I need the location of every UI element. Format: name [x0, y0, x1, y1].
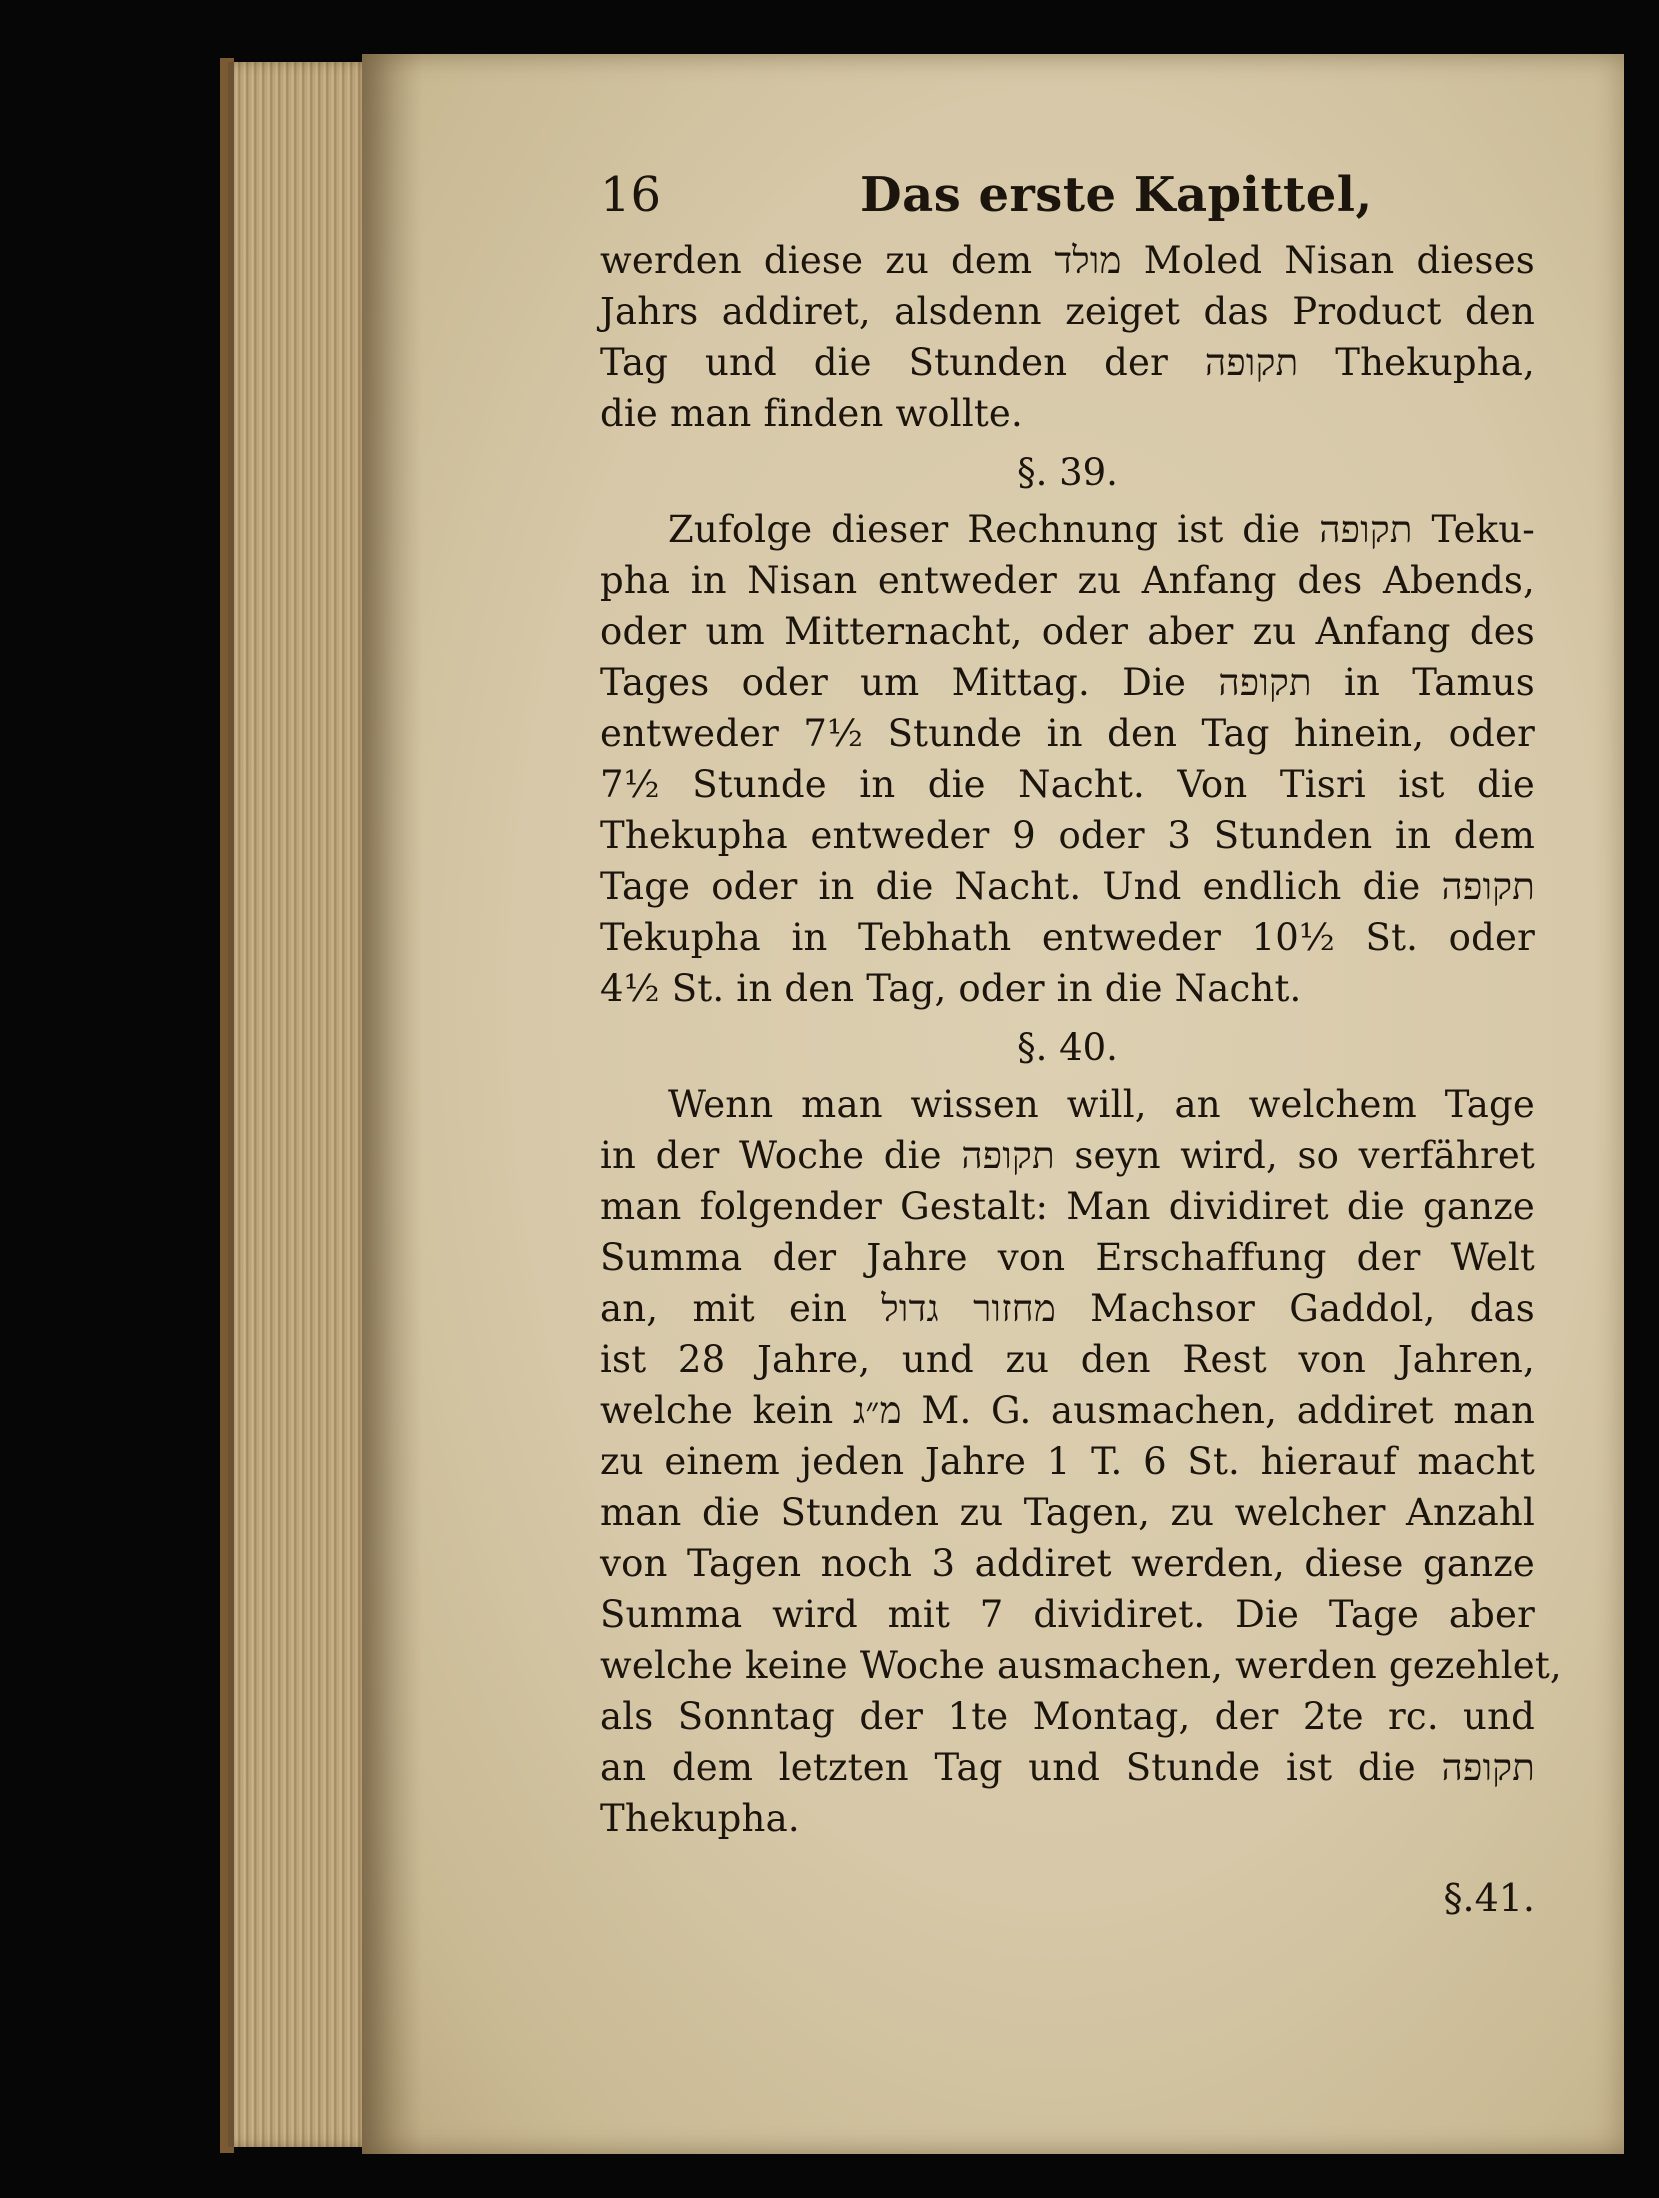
page-number: 16	[600, 167, 662, 223]
section-40-paragraph	[600, 1079, 1562, 1844]
section-heading-40: §. 40.	[1017, 1026, 1118, 1069]
section-39-paragraph	[600, 504, 1535, 1014]
text-line: entweder 7½ Stunde in den Tag hinein, oder	[600, 712, 1535, 755]
text-line: 7½ Stunde in die Nacht. Von Tisri ist die	[600, 763, 1535, 806]
text-line: werden diese zu dem מולד Moled Nisan dieses	[600, 239, 1535, 282]
page-block-edges	[228, 62, 374, 2147]
text-line: welche kein מ״ג M. G. ausmachen, addiret man	[600, 1389, 1535, 1432]
section-heading-39: §. 39.	[1017, 451, 1118, 494]
text-line: Wenn man wissen will, an welchem Tage	[668, 1083, 1535, 1126]
text-line: Tages oder um Mittag. Die תקופה in Tamus	[600, 661, 1535, 704]
text-line: an, mit ein מחזור גדול Machsor Gaddol, das	[600, 1287, 1535, 1330]
text-line: Summa der Jahre von Erschaffung der Welt	[600, 1236, 1535, 1279]
text-line: Tage oder in die Nacht. Und endlich die תקופה	[600, 865, 1535, 908]
text-line: als Sonntag der 1te Montag, der 2te rc. und	[600, 1695, 1535, 1738]
text-line: Tekupha in Tebhath entweder 10½ St. oder	[600, 916, 1535, 959]
text-line: man die Stunden zu Tagen, zu welcher Anzahl	[600, 1491, 1535, 1534]
text-line: von Tagen noch 3 addiret werden, diese ganze	[600, 1542, 1535, 1585]
text-line: Zufolge dieser Rechnung ist die תקופה Teku-	[668, 508, 1535, 551]
text-line: pha in Nisan entweder zu Anfang des Abends,	[600, 559, 1535, 602]
intro-paragraph	[600, 235, 1535, 439]
text-line: man folgender Gestalt: Man dividiret die ganze	[600, 1185, 1535, 1228]
text-line: Thekupha.	[600, 1797, 800, 1840]
text-line: an dem letzten Tag und Stunde ist die תקופה	[600, 1746, 1535, 1789]
running-title: Das erste Kapittel,	[860, 167, 1373, 223]
text-line: Thekupha entweder 9 oder 3 Stunden in dem	[600, 814, 1535, 857]
text-line: welche keine Woche ausmachen, werden gezehlet,	[600, 1644, 1562, 1687]
catchword: §.41.	[1443, 1876, 1535, 1920]
text-line: in der Woche die תקופה seyn wird, so verfähret	[600, 1134, 1535, 1177]
text-line: die man finden wollte.	[600, 392, 1023, 435]
page-header	[600, 165, 1535, 235]
text-line: oder um Mitternacht, oder aber zu Anfang des	[600, 610, 1535, 653]
text-line: zu einem jeden Jahre 1 T. 6 St. hierauf macht	[600, 1440, 1535, 1483]
text-line: Summa wird mit 7 dividiret. Die Tage aber	[600, 1593, 1535, 1636]
text-line: ist 28 Jahre, und zu den Rest von Jahren,	[600, 1338, 1535, 1381]
text-line: 4½ St. in den Tag, oder in die Nacht.	[600, 967, 1302, 1010]
text-line: Jahrs addiret, alsdenn zeiget das Product den	[600, 290, 1535, 333]
page-text	[600, 165, 1562, 1924]
text-line: Tag und die Stunden der תקופה Thekupha,	[600, 341, 1535, 384]
gutter-shadow	[362, 54, 422, 2154]
